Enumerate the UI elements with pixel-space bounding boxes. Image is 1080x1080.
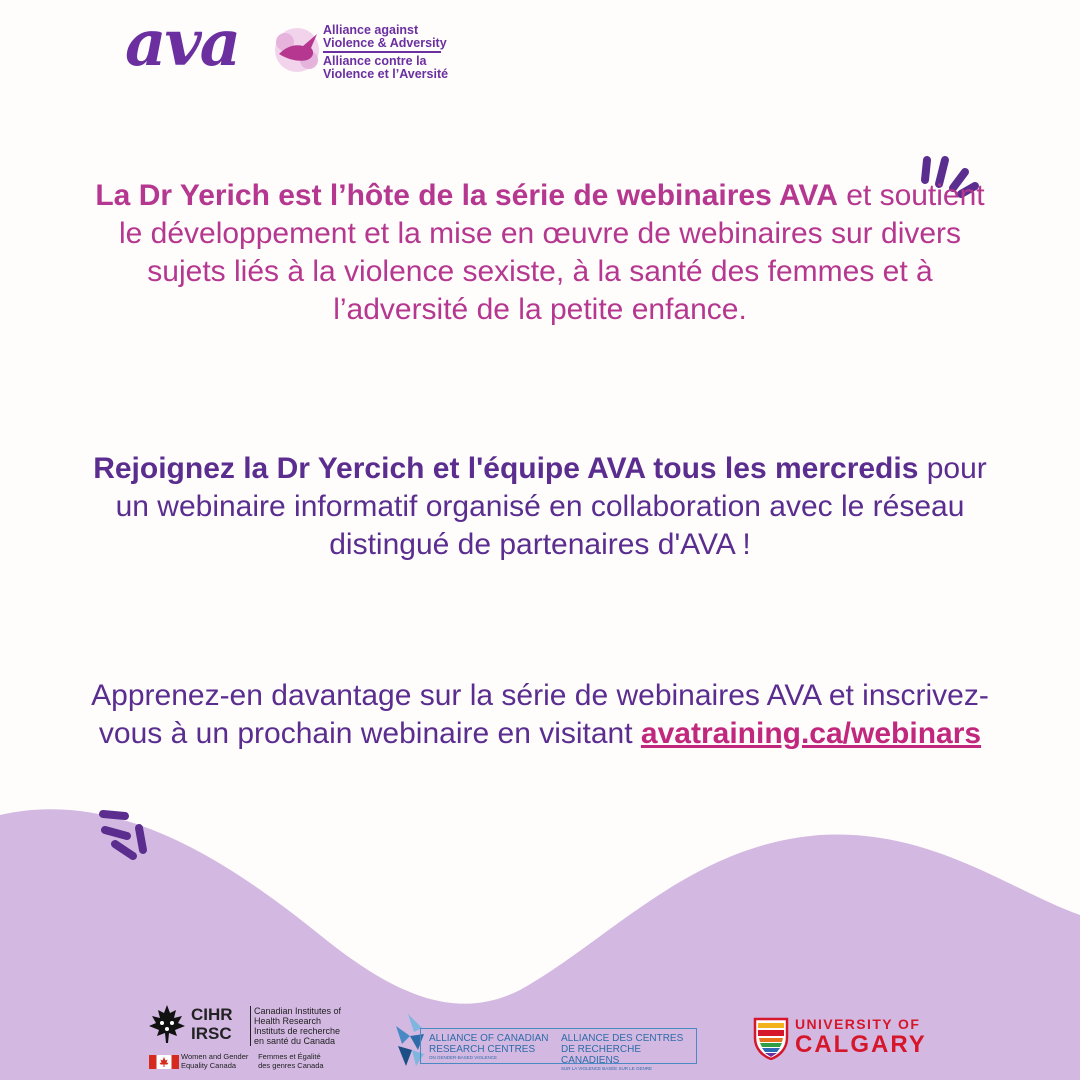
webinars-link[interactable]: avatraining.ca/webinars [640,717,982,750]
acrc-names-box [420,1028,697,1071]
acrc-english [429,1033,548,1061]
cihr-abbreviation [191,1005,233,1043]
acrc-french [561,1033,696,1072]
logo-line-fr-2: Violence et l’Aversité [323,66,449,81]
join-invitation-bold: Rejoignez la Dr Yercich et l'équipe AVA tous les mercredis [93,452,919,485]
cihr-logo [145,1003,345,1075]
wage-canada-text [181,1053,341,1070]
logo-line-fr-1: Alliance contre la [323,53,427,68]
ava-logo-wordmark: ava [125,6,240,81]
acrc-fr-small: SUR LA VIOLENCE BASÉE SUR LE GENRE [561,1066,653,1071]
ucalgary-line2: CALGARY [795,1031,927,1058]
cihr-abbr-fr: IRSC [191,1024,232,1043]
cihr-abbr-en: CIHR [191,1005,233,1024]
wage-fr-2: des genres Canada [258,1060,324,1070]
join-invitation-text: pour un webinaire informatif organisé en collaboration avec le réseau distingué de partenaires d'AVA ! [115,452,987,561]
ava-logo [125,6,455,82]
ava-logo-text [323,24,448,81]
ucalgary-logo [752,1013,932,1063]
acrc-en-small: ON GENDER-BASED VIOLENCE [429,1055,498,1060]
wage-fr-1: Femmes et Égalité [258,1052,321,1061]
cihr-full-names [250,1006,341,1046]
ucalgary-line1: UNIVERSITY OF [795,1016,921,1032]
cihr-name-en-2: Health Research [254,1016,322,1026]
join-invitation [90,450,990,564]
acrc-logo [388,1010,698,1070]
wage-fr [258,1053,333,1070]
sparkle-dashes-icon [95,800,155,865]
canada-flag-icon [149,1055,179,1069]
acrc-en-2: RESEARCH CENTRES [429,1044,536,1055]
wage-en-2: Equality Canada [181,1060,237,1070]
maple-leaf-icon [145,1003,189,1047]
cihr-name-fr-1: Instituts de recherche [254,1026,341,1036]
host-description-bold: La Dr Yerich est l’hôte de la série de webinaires AVA [95,179,838,212]
university-shield-icon [752,1016,790,1060]
cihr-name-fr-2: en santé du Canada [254,1036,336,1046]
learn-more [90,677,990,753]
wage-en [181,1053,256,1070]
wage-en-1: Women and Gender [181,1052,249,1061]
logo-line-en-2: Violence & Adversity [323,36,447,50]
cihr-name-en-1: Canadian Institutes of [254,1006,342,1016]
logo-divider [323,51,441,53]
logo-line-en-1: Alliance against [323,23,419,37]
acrc-en-1: ALLIANCE OF CANADIAN [429,1033,549,1044]
acrc-fr-1: ALLIANCE DES CENTRES [561,1033,684,1044]
learn-more-text: Apprenez-en davantage sur la série de webinaires AVA et inscrivez-vous à un prochain webinaire en visitant [91,679,989,750]
acrc-fr-2: DE RECHERCHE CANADIENS [561,1044,642,1066]
host-description-text: et soutient le développement et la mise en œuvre de webinaires sur divers sujets liés à la violence sexiste, à la santé des femmes et à l’adversité de la petite enfance. [118,179,985,326]
host-description [90,177,990,329]
bird-icon [265,20,331,80]
